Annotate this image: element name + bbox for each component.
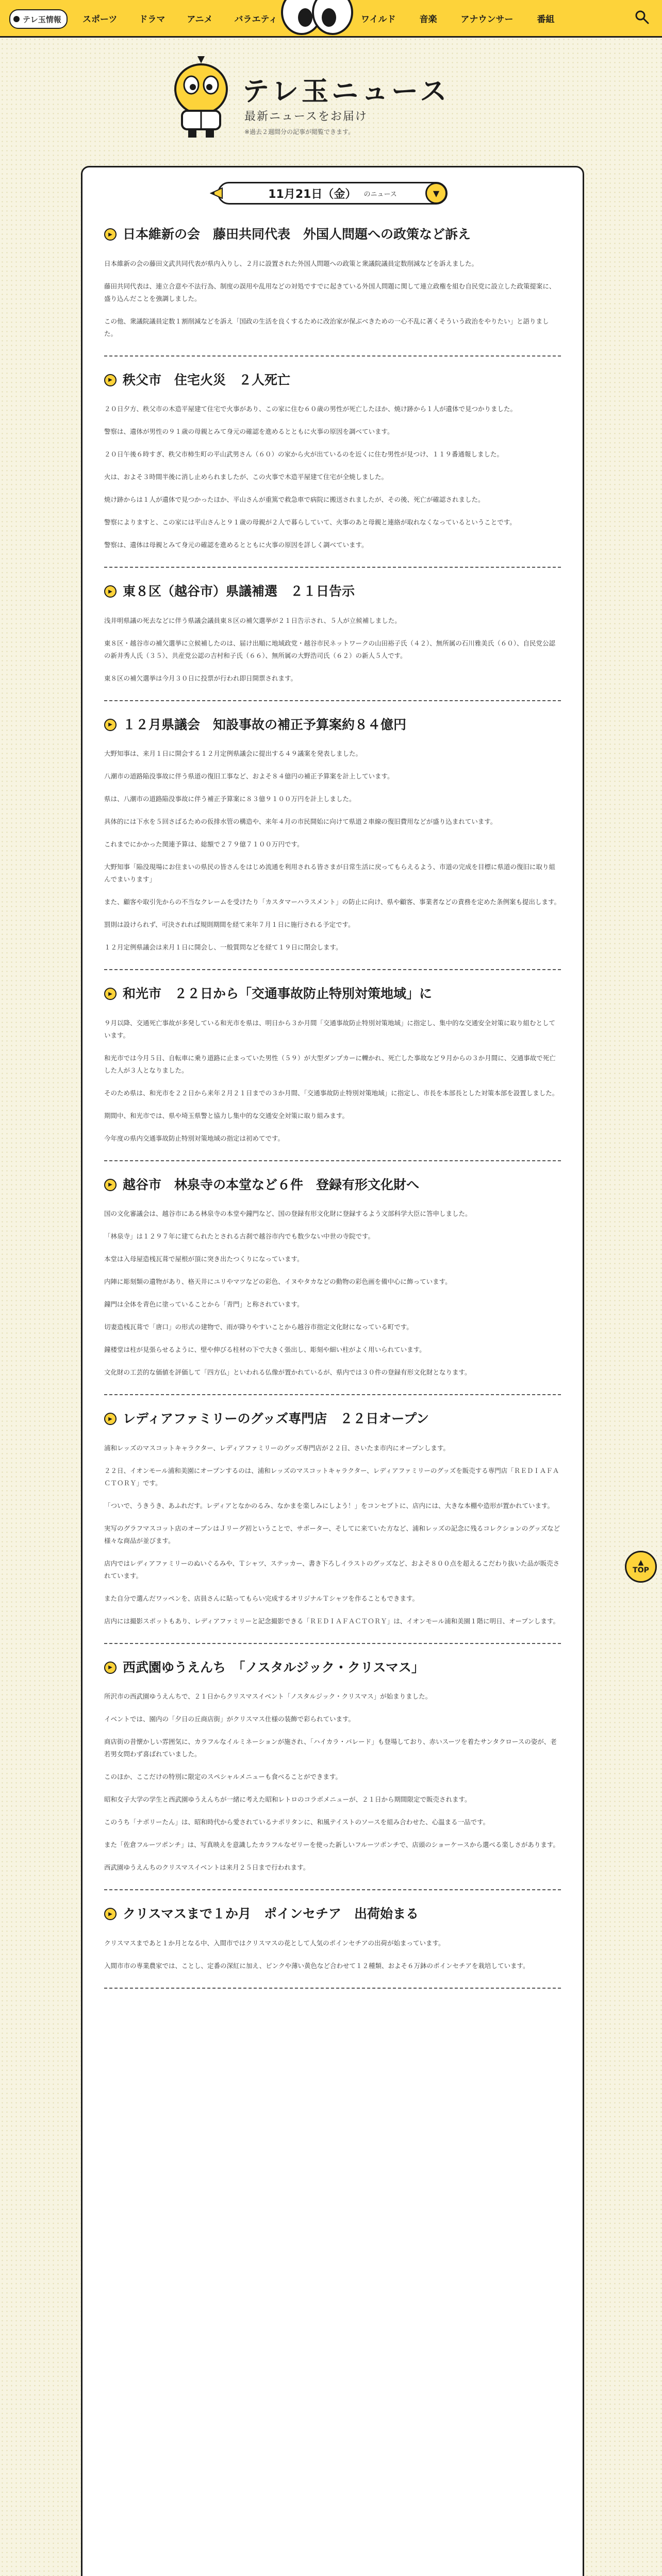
- article-paragraph: 本堂は入母屋造桟瓦葺で屋根が頂に突き出たつくりになっています。: [104, 1255, 304, 1263]
- site-logo[interactable]: [9, 9, 68, 29]
- article-paragraph: また「佐倉フルーツポンチ」は、写真映えを意識したカラフルなゼリーを使った新しいフルーツポンチで、店頭のショーケースから選べる楽しさがあります。: [104, 1841, 559, 1849]
- article-paragraph: このうち「ナポリーたん」は、昭和時代から愛されているナポリタンに、和風テイストのソースを組み合わせた、心温まる一品です。: [104, 1818, 490, 1826]
- archive-note: ※過去２週間分の記事が閲覧できます。: [244, 128, 355, 135]
- news-article: [104, 1177, 561, 1396]
- article-title: 西武園ゆうえんち 「ノスタルジック・クリスマス」: [123, 1659, 424, 1675]
- nav-link-wild[interactable]: ワイルド: [361, 14, 396, 25]
- article-paragraph: 今年度の県内交通事故防止特別対策地域の指定は初めてです。: [104, 1134, 285, 1142]
- article-paragraph: 東８区・越谷市の補欠選挙に立候補したのは、届け出順に地域政党・越谷市民ネットワークの山田裕子氏（４２）、無所属の石川雅美氏（６０）、自民党公認の新井秀人氏（３５）、共産党公認の吉村和子氏（６６）、無所属の大野浩司氏（６２）の新人５人です。: [104, 639, 556, 659]
- article-paragraph: 実写のグラフマスコット店のオープンはＪリーグ初ということで、サポーター、そしてに来ていた方など、浦和レッズの記念に残るコレクションのグッズなど様々な商品が並びます。: [104, 1524, 560, 1545]
- selected-date: 11月21日（金）: [268, 188, 357, 201]
- article-title: 和光市 ２２日から「交通事故防止特別対策地域」に: [123, 986, 433, 1001]
- article-paragraph: また、顧客や取引先からの不当なクレームを受けたり「カスタマーハラスメント」の防止に向け、県や顧客、事業者などの責務を定めた条例案も提出します。: [104, 898, 561, 906]
- article-paragraph: 昭和女子大学の学生と西武園ゆうえんちが一緒に考えた昭和レトロのコラボメニューが、２１日から期間限定で販売されます。: [104, 1795, 471, 1803]
- chevron-down-icon[interactable]: ▼: [425, 182, 447, 204]
- article-paragraph: 火は、およそ３時間半後に消し止められましたが、この火事で木造平屋建て住宅が全焼しました。: [104, 473, 388, 481]
- article-paragraph: イベントでは、園内の「夕日の丘商店街」がクリスマス仕様の装飾で彩られています。: [104, 1715, 355, 1723]
- article-paragraph: ９月以降、交通死亡事故が多発している和光市を県は、明日から３か月間「交通事故防止特別対策地域」に指定し、集中的な交通安全対策に取り組むとしています。: [104, 1019, 556, 1039]
- article-paragraph: 店内ではレディアファミリーのぬいぐるみや、Ｔシャツ、ステッカー、書き下ろしイラストのグッズなど、およそ８００点を超えるこだわり抜いた品が販売されています。: [104, 1559, 560, 1580]
- article-paragraph: この他、衆議院議員定数１割削減などを訴え「国政の生活を良くするために改治家が保ぶべきための一心不乱に著くそういう政治をやりたい」と語りました。: [104, 317, 549, 337]
- article-paragraph: 罰則は設けられず、可決されれば規則期間を経て来年７月１日に施行される予定です。: [104, 921, 355, 928]
- article-paragraph: 日本維新の会の藤田文武共同代表が県内入りし、２月に設置された外国人問題への政策と衆議院議員定数削減などを訴えました。: [104, 259, 478, 267]
- article-paragraph: 鐘楼堂は柱が見張らせるように、壁や伸びる柱材の下で大きく張出し、彫刻や細い柱がよく用いられています。: [104, 1346, 426, 1353]
- article-title: レディアファミリーのグッズ専門店 ２２日オープン: [123, 1411, 429, 1426]
- article-paragraph: ２０日午後６時すぎ、秩父市柿生町の平山武男さん（６０）の家から火が出ているのを近くに住む男性が見つけ、１１９番通報しました。: [104, 450, 504, 458]
- article-paragraph: 東８区の補欠選挙は今月３０日に投票が行われ即日開票されます。: [104, 674, 297, 682]
- page-title: テレ玉ニュース: [242, 76, 450, 107]
- article-title: クリスマスまで１か月 ポインセチア 出荷始まる: [123, 1906, 419, 1921]
- nav-link-sports[interactable]: スポーツ: [82, 14, 118, 25]
- nav-link-announcer[interactable]: アナウンサー: [460, 14, 514, 25]
- article-paragraph: 期間中、和光市では、県や埼玉県警と協力し集中的な交通安全対策に取り組みます。: [104, 1111, 349, 1120]
- news-article: [104, 717, 561, 971]
- arrow-up-icon: ▲: [638, 1558, 644, 1567]
- article-paragraph: 大野知事は、来月１日に開会する１２月定例県議会に提出する４９議案を発表しました。: [104, 750, 362, 757]
- main-nav-left: [82, 0, 277, 36]
- article-paragraph: 和光市では今月５日、自転車に乗り道路に止まっていた男性（５９）が大型ダンプカーに轢かれ、死亡した事故など９月からの３か月間に、交通事故で死亡した人が３人となりました。: [104, 1054, 556, 1074]
- chevron-right-icon: ▶: [104, 374, 117, 386]
- chevron-right-icon: ▶: [104, 988, 117, 1000]
- article-paragraph: クリスマスまであと１か月となる中、入間市ではクリスマスの花として人気のポインセチアの出荷が始まっています。: [104, 1939, 445, 1947]
- article-paragraph: 鐘門は全体を青色に塗っていることから「青門」と称されています。: [104, 1300, 304, 1308]
- article-paragraph: 警察によりますと、この家には平山さんと９１歳の母親が２人で暮らしていて、火事のあと母親と連絡が取れなくなっているということです。: [104, 518, 516, 526]
- chevron-right-icon: ▶: [104, 585, 117, 598]
- article-title: 日本維新の会 藤田共同代表 外国人問題への政策など訴え: [123, 227, 471, 242]
- article-paragraph: 店内には撮影スポットもあり、レディアファミリーと記念撮影できる「ＲＥＤＩＡＦＡＣＴＯＲＹ」は、イオンモール浦和美園１階に明日、オープンします。: [104, 1617, 560, 1625]
- back-to-top-label: TOP: [633, 1566, 649, 1574]
- search-icon[interactable]: [634, 9, 650, 25]
- chevron-right-icon: ▶: [104, 1908, 117, 1920]
- news-article: [104, 986, 561, 1161]
- chevron-right-icon: ▶: [104, 1662, 117, 1674]
- logo-text: テレ玉情報: [23, 14, 61, 24]
- chevron-right-icon: ▶: [104, 1413, 117, 1425]
- article-header: [104, 1906, 561, 1923]
- back-to-top-button[interactable]: [625, 1551, 657, 1583]
- nav-link-variety[interactable]: バラエティ: [234, 14, 278, 25]
- article-paragraph: 焼け跡からは１人が遺体で見つかったほか、平山さんが重篤で救急車で病院に搬送されましたが、その後、死亡が確認されました。: [104, 496, 485, 503]
- nav-link-anime[interactable]: アニメ: [187, 14, 213, 25]
- article-paragraph: 内陣に彫刻類の遺物があり、格天井にユリやマツなどの彩色、イヌやタカなどの動物の彩色画を備中心に飾っています。: [104, 1278, 452, 1285]
- article-paragraph: これまでにかかった関連予算は、総額で２７９億７１００万円です。: [104, 840, 304, 848]
- nav-link-programs[interactable]: 番組: [537, 14, 555, 25]
- article-list: [104, 223, 561, 2004]
- article-header: [104, 372, 561, 389]
- article-paragraph: 西武園ゆうえんちのクリスマスイベントは来月２５日まで行われます。: [104, 1863, 310, 1871]
- article-header: [104, 226, 561, 243]
- news-article: [104, 583, 561, 701]
- article-header: [104, 1659, 561, 1676]
- article-header: [104, 583, 561, 600]
- news-article: [104, 226, 561, 357]
- article-paragraph: 切妻造桟瓦葺で「唐口」の形式の建物で、雨が降りやすいことから越谷市指定文化財になっている町です。: [104, 1323, 413, 1331]
- nav-link-music[interactable]: 音楽: [419, 14, 437, 25]
- news-article: [104, 1906, 561, 1989]
- mascot-character-icon: [168, 53, 235, 141]
- article-paragraph: 警察は、遺体が男性の９１歳の母親とみて身元の確認を進めるとともに火事の原因を調べています。: [104, 428, 394, 435]
- article-header: [104, 717, 561, 734]
- article-paragraph: 具体的には下水を５回さばるための仮排水管の構造や、来年４月の市民開始に向けて県道２車線の復旧費用などが盛り込まれています。: [104, 818, 497, 825]
- news-article: [104, 372, 561, 568]
- article-paragraph: 浅井明県議の死去などに伴う県議会議員東８区の補欠選挙が２１日告示され、５人が立候補しました。: [104, 616, 401, 624]
- article-paragraph: 文化財の工芸的な価値を評価して「四方仏」といわれる仏像が置かれているが、県内では３０件の登録有形文化財となります。: [104, 1368, 471, 1376]
- article-paragraph: 「林泉寺」は１２９７年に建てられたとされる古刹で越谷市内でも数少ない中世の寺院です。: [104, 1232, 375, 1240]
- article-paragraph: ２０日夕方、秩父市の木造平屋建て住宅で火事があり、この家に住む６０歳の男性が死亡したほか、焼け跡から１人が遺体で見つかりました。: [104, 405, 517, 413]
- article-paragraph: このほか、ここだけの特別に限定のスペシャルメニューも食べることができます。: [104, 1773, 342, 1781]
- article-paragraph: 八潮市の道路陥没事故に伴う県道の復旧工事など、およそ８４億円の補正予算案を計上しています。: [104, 772, 394, 780]
- article-title: １２月県議会 知設事故の補正予算案約８４億円: [123, 717, 407, 732]
- article-paragraph: 国の文化審議会は、越谷市にある林泉寺の本堂や鐘門など、国の登録有形文化財に登録するよう文部科学大臣に答申しました。: [104, 1210, 472, 1217]
- article-paragraph: また自分で選んだワッペンを、店員さんに貼ってもらい完成するオリジナルＴシャツを作ることもできます。: [104, 1594, 419, 1602]
- article-paragraph: 藤田共同代表は、連立合意や不法行為、制度の誤用や乱用などの対処ですでに起きている外国人問題に関して連立政権を組む自民党に設立した政策提案に、盛り込んだことを強調しました。: [104, 282, 556, 302]
- article-paragraph: そのため県は、和光市を２２日から来年２月２１日までの３か月間、「交通事故防止特別対策地域」に指定し、市長を本部長とした対策本部を設置しました。: [104, 1089, 559, 1097]
- news-article: [104, 1411, 561, 1644]
- article-paragraph: 入間市市の専業農家では、ことし、定番の深紅に加え、ピンクや薄い黄色など合わせて１２種類、およそ６万鉢のポインセチアを栽培しています。: [104, 1961, 529, 1970]
- top-navigation-bar: [0, 0, 662, 38]
- pencil-icon: [210, 187, 223, 200]
- chevron-right-icon: ▶: [104, 719, 117, 731]
- news-card: [81, 166, 584, 2576]
- article-paragraph: 商店街の昔懐かしい雰囲気に、カラフルなイルミネーションが施され、「ハイカラ・パレード」も登場しており、赤いスーツを着たサンタクロースの姿が、老若男女問わず喜ばれていました。: [104, 1738, 557, 1758]
- article-paragraph: 「ついで、うきうき、あふれだす。レディアとなかのるみ、なかまを楽しみにしよう！」をコンセプトに、店内には、大きな本棚や造形が置かれています。: [104, 1501, 554, 1510]
- main-nav-right: [361, 0, 555, 36]
- nav-link-drama[interactable]: ドラマ: [139, 14, 166, 25]
- article-header: [104, 1411, 561, 1428]
- article-paragraph: ２２日、イオンモール浦和美園にオープンするのは、浦和レッズのマスコットキャラクター、レディアファミリーのグッズを販売する専門店「ＲＥＤＩＡＦＡＣＴＯＲＹ」です。: [104, 1466, 559, 1487]
- logo-eye-icon: [13, 16, 20, 22]
- article-paragraph: １２月定例県議会は来月１日に開会し、一般質問などを経て１９日に閉会します。: [104, 943, 342, 951]
- date-selector[interactable]: [218, 182, 448, 205]
- article-paragraph: 県は、八潮市の道路陥没事故に伴う補正予算案に８３億９１００万円を計上しました。: [104, 795, 356, 803]
- article-paragraph: 浦和レッズのマスコットキャラクター、レディアファミリーのグッズ専門店が２２日、さいたま市内にオープンします。: [104, 1444, 450, 1452]
- article-paragraph: 大野知事「陥没現場にお住まいの県民の皆さんをはじめ流通を利用される皆さまが日常生活に戻ってもらえるよう、市道の完成を目標に県道の復旧に取り組んでまいります」: [104, 863, 556, 883]
- news-article: [104, 1659, 561, 1891]
- article-title: 越谷市 林泉寺の本堂など６件 登録有形文化財へ: [123, 1177, 420, 1192]
- article-paragraph: 警察は、遺体は母親とみて身元の確認を進めるとともに火事の原因を詳しく調べています。: [104, 541, 368, 549]
- article-title: 東８区（越谷市）県議補選 ２１日告示: [123, 584, 355, 599]
- date-suffix: のニュース: [363, 190, 397, 198]
- article-header: [104, 1177, 561, 1194]
- chevron-right-icon: ▶: [104, 1179, 117, 1191]
- page-hero: [0, 49, 662, 152]
- article-paragraph: 所沢市の西武園ゆうえんちで、２１日からクリスマスイベント「ノスタルジック・クリスマス」が始まりました。: [104, 1692, 432, 1700]
- article-header: [104, 986, 561, 1003]
- chevron-right-icon: ▶: [104, 228, 117, 241]
- mascot-eyes-icon: [278, 0, 356, 35]
- article-title: 秩父市 住宅火災 ２人死亡: [123, 372, 291, 387]
- page-subtitle: 最新ニュースをお届け: [244, 110, 368, 123]
